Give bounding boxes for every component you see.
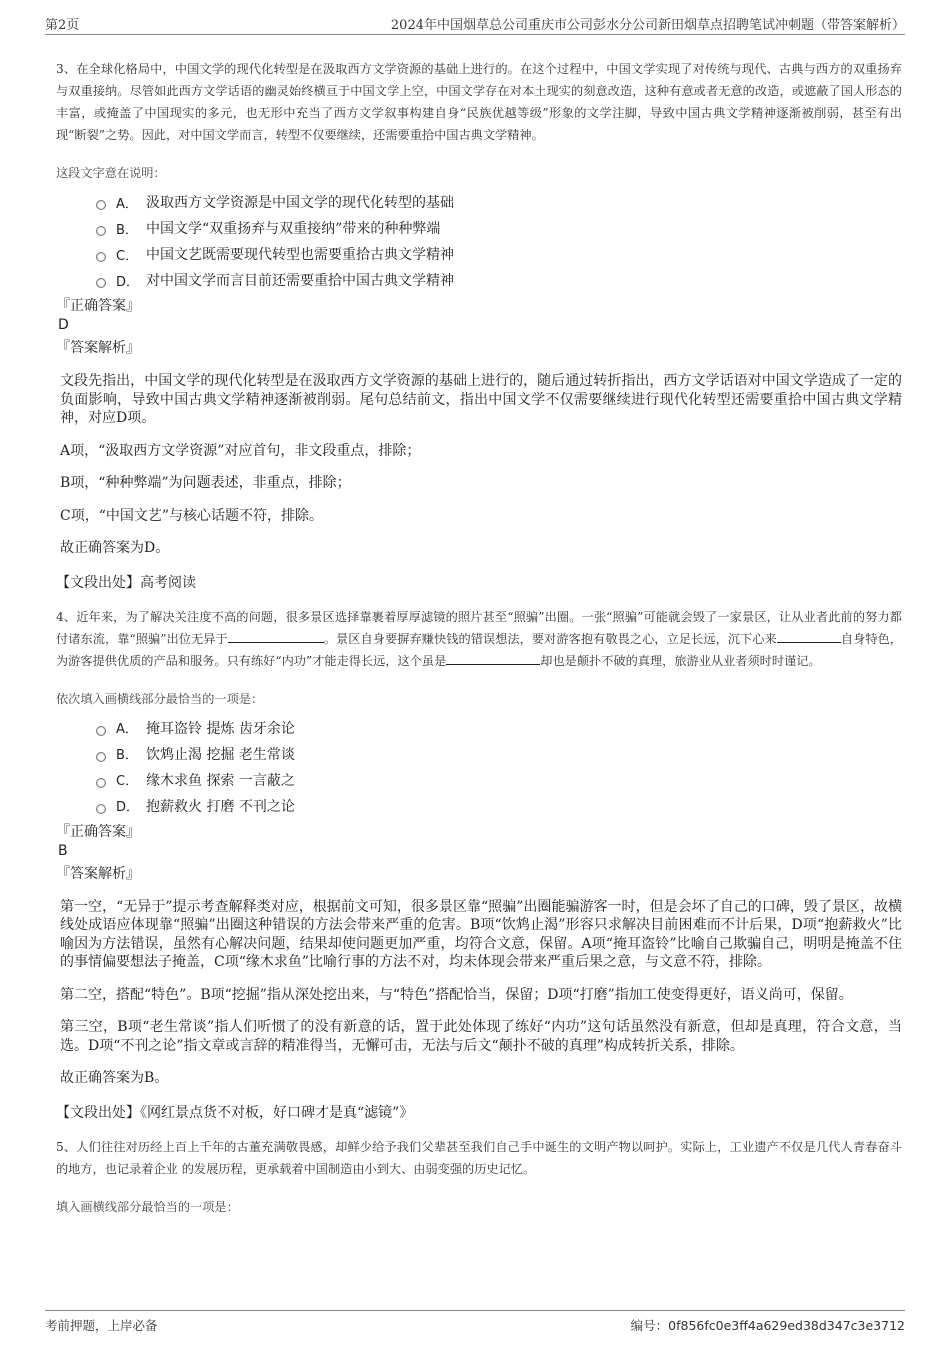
radio-icon[interactable] [96,804,106,814]
question-5-prompt: 填入画横线部分最恰当的一项是： [56,1199,239,1214]
radio-icon[interactable] [96,200,106,210]
answer-label: 『正确答案』 [56,298,140,314]
option-b[interactable]: B． 饮鸩止渴 挖掘 老生常谈 [96,741,902,767]
footer-slogan: 考前押题，上岸必备 [45,1318,158,1333]
radio-icon[interactable] [96,726,106,736]
analysis-paragraph: C项，“中国文艺”与核心话题不符，排除。 [60,507,324,524]
option-d[interactable]: D． 抱薪救火 打磨 不刊之论 [96,793,902,819]
analysis-paragraph: B项，“种种弊端”为问题表述，非重点，排除； [60,475,351,491]
radio-icon[interactable] [96,278,106,288]
radio-icon[interactable] [96,778,106,788]
option-c[interactable]: C． 中国文艺既需要现代转型也需要重拾古典文学精神 [96,241,902,267]
analysis-paragraph: 文段先指出，中国文学的现代化转型是在汲取西方文学资源的基础上进行的，随后通过转折指出，西方文学话语对中国文学造成了一定的负面影响，导致中国古典文学精神逐渐被削弱。尾句总结前文，指出中国文学不仅需要继续进行现代化转型还需要重拾中国古典文学精神，对应D项。 [60,373,902,426]
radio-icon[interactable] [96,252,106,262]
question-3 [56,58,902,592]
option-a[interactable]: A． 掩耳盗铃 提炼 齿牙余论 [96,715,902,741]
question-4-stem: 4、近年来，为了解决关注度不高的问题，很多景区选择靠裹着厚厚滤镜的照片甚至“照骗”出圈。一张“照骗”可能就会毁了一家景区，让从业者此前的努力都付诸东流，靠“照骗”出位无异于 。景区自身要摒弃赚快钱的错误想法，要对游客抱有敬畏之心，立足长远，沉下心来 自身特色，为游客提供优质的产品和服务。只有练好“内功”才能走得长远，这个虽是 却也是颠扑不破的真理，旅游业从业者须时时谨记。 [56,609,902,668]
document-body [56,58,902,1223]
question-4-prompt: 依次填入画横线部分最恰当的一项是： [56,691,264,706]
page-number: 第2页 [45,18,80,33]
analysis-paragraph: 第一空，“无异于”提示考查解释类对应，根据前文可知，很多景区靠“照骗”出圈能骗游客一时，但是会坏了自己的口碑，毁了景区，故横线处成语应体现靠“照骗”出圈这种错误的方法会带来严重的危害。B项“饮鸩止渴”形容只求解决目前困难而不计后果，D项“抱薪救火”比喻因为方法错误，虽然有心解决问题，结果却使问题更加严重，均符合文意，保留。A项“掩耳盗铃”比喻自己欺骗自己，明明是掩盖不住的事情偏要想法子掩盖，C项“缘木求鱼”比喻行事的方法不对，均未体现会带来严重后果之意，与文意不符，排除。 [60,898,902,970]
fill-blank [777,630,841,643]
option-d[interactable]: D． 对中国文学而言目前还需要重拾中国古典文学精神 [96,267,902,293]
option-a[interactable]: A． 汲取西方文学资源是中国文学的现代化转型的基础 [96,189,902,215]
page-footer [45,1310,905,1334]
question-5 [56,1136,902,1215]
analysis-paragraph: A项，“汲取西方文学资源”对应首句，非文段重点，排除； [60,442,421,459]
question-4-options [56,715,902,819]
document-code: 编号：0f856fc0e3ff4a629ed38d347c3e3712 [630,1318,905,1333]
option-c[interactable]: C． 缘木求鱼 探索 一言蔽之 [96,767,902,793]
page-header [45,12,905,35]
answer-value: B [58,842,68,859]
document-title: 2024年中国烟草总公司重庆市公司彭水分公司新田烟草点招聘笔试冲刺题（带答案解析） [390,18,905,33]
source-citation: 【文段出处】高考阅读 [56,574,196,591]
analysis-paragraph: 故正确答案为B。 [60,1070,169,1086]
radio-icon[interactable] [96,226,106,236]
fill-blank [228,630,324,643]
analysis-label: 『答案解析』 [56,340,140,356]
analysis-paragraph: 故正确答案为D。 [60,540,170,556]
analysis-label: 『答案解析』 [56,865,140,882]
analysis-paragraph: 第二空，搭配“特色”。B项“挖掘”指从深处挖出来，与“特色”搭配恰当，保留；D项“打磨”指加工使变得更好，语义尚可，保留。 [60,986,853,1003]
analysis-paragraph: 第三空，B项“老生常谈”指人们听惯了的没有新意的话，置于此处体现了练好“内功”这句话虽然没有新意，但却是真理，符合文意，当选。D项“不刊之论”指文章或言辞的精准得当，无懈可击，无法与后文“颠扑不破的真理”构成转折关系，排除。 [60,1019,902,1054]
question-3-options [56,189,902,293]
question-3-stem: 3、在全球化格局中，中国文学的现代化转型是在汲取西方文学资源的基础上进行的。在这个过程中，中国文学实现了对传统与现代、古典与西方的双重扬弃与双重接纳。尽管如此西方文学话语的幽灵始终横亘于中国文学上空，中国文学存在对本土现实的刻意改造，这种有意或者无意的改造，或遮蔽了国人形态的丰富，或掩盖了中国现实的多元，也无形中充当了西方文学叙事构建自身“民族优越等级”形象的文学注脚，导致中国古典文学精神逐渐被削弱，甚至有出现“断裂”之势。因此，对中国文学而言，转型不仅要继续，还需要重拾中国古典文学精神。 [56,62,902,142]
question-5-stem: 5、人们往往对历经上百上千年的古董充满敬畏感，却鲜少给予我们父辈甚至我们自己手中诞生的文明产物以呵护。实际上，工业遗产不仅是几代人青春奋斗的地方，也记录着企业 的发展历程，更承载着中国制造由小到大、由弱变强的历史记忆。 [56,1139,902,1176]
answer-value: D [58,317,69,333]
question-3-prompt: 这段文字意在说明： [56,166,166,180]
source-citation: 【文段出处】《网红景点货不对板，好口碑才是真“滤镜”》 [56,1104,414,1121]
option-b[interactable]: B． 中国文学“双重扬弃与双重接纳”带来的种种弊端 [96,215,902,241]
answer-label: 『正确答案』 [56,823,140,840]
radio-icon[interactable] [96,752,106,762]
fill-blank [446,652,540,665]
question-4 [56,606,902,1122]
